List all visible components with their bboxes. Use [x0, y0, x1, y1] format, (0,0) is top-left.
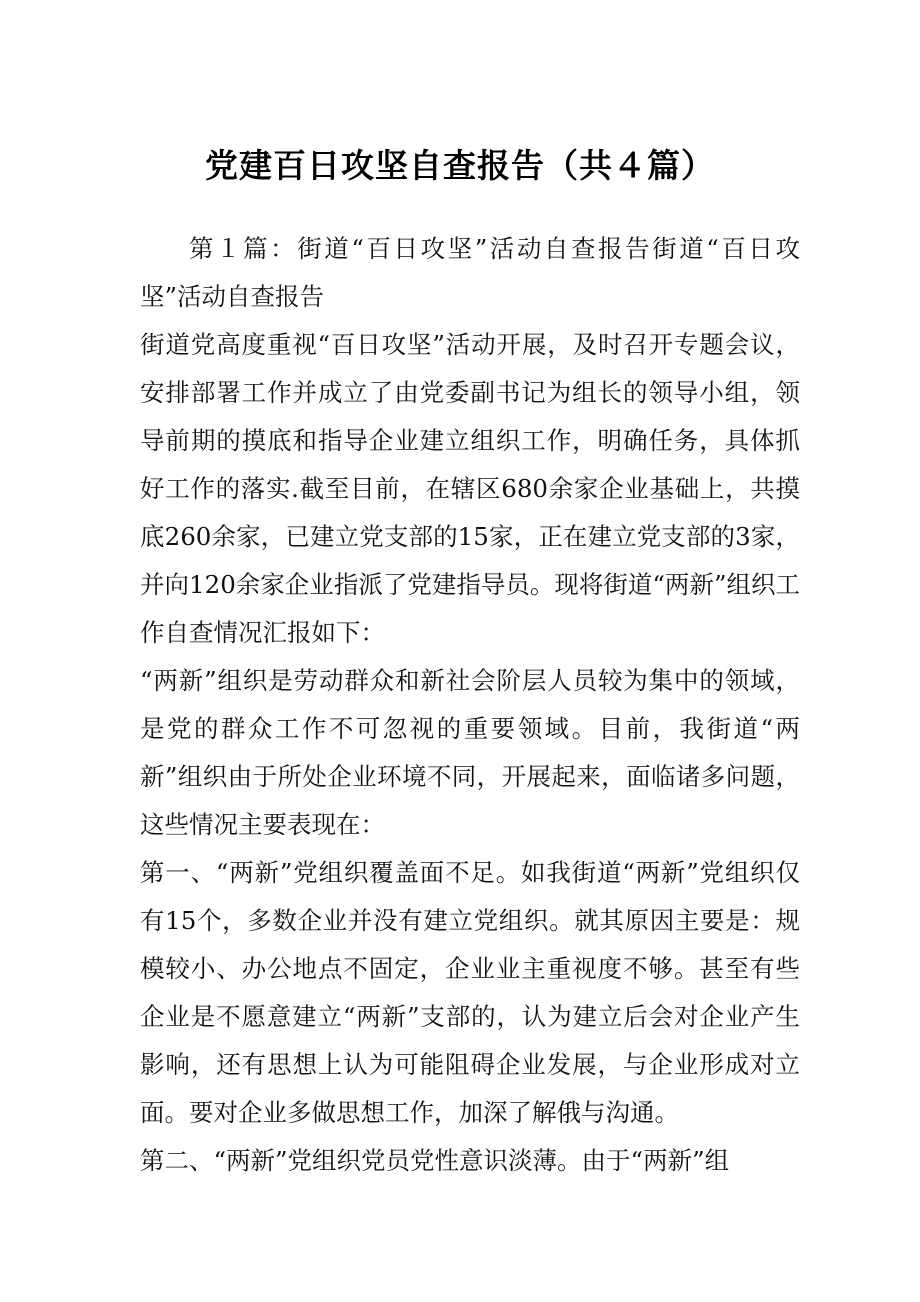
document-title: 党建百日攻坚自查报告（共４篇） [205, 146, 715, 185]
paragraph: 街道党高度重视“百日攻坚”活动开展，及时召开专题会议，安排部署工作并成立了由党委副书记为组长的领导小组，领导前期的摸底和指导企业建立组织工作，明确任务，具体抓好工作的落实.截至目前，在辖区680余家企业基础上，共摸底260余家，已建立党支部的15家，正在建立党支部的3家，并向120余家企业指派了党建指导员。现将街道“两新”组织工作自查情况汇报如下： [140, 330, 800, 647]
paragraph: 第一、“两新”党组织覆盖面不足。如我街道“两新”党组织仅有15个，多数企业并没有建立党组织。就其原因主要是：规模较小、办公地点不固定，企业业主重视度不够。甚至有些企业是不愿意建立“两新”支部的，认为建立后会对企业产生影响，还有思想上认为可能阻碍企业发展，与企业形成对立面。要对企业多做思想工作，加深了解俄与沟通。 [140, 858, 800, 1127]
paragraph: “两新”组织是劳动群众和新社会阶层人员较为集中的领域，是党的群众工作不可忽视的重要领域。目前，我街道“两新”组织由于所处企业环境不同，开展起来，面临诸多问题，这些情况主要表现在： [140, 666, 800, 839]
paragraph-heading: 第１篇：街道“百日攻坚”活动自查报告街道“百日攻坚”活动自查报告 [140, 234, 800, 311]
document-body [140, 225, 800, 1185]
paragraph: 第二、“两新”党组织党员党性意识淡薄。由于“两新”组 [140, 1146, 730, 1175]
